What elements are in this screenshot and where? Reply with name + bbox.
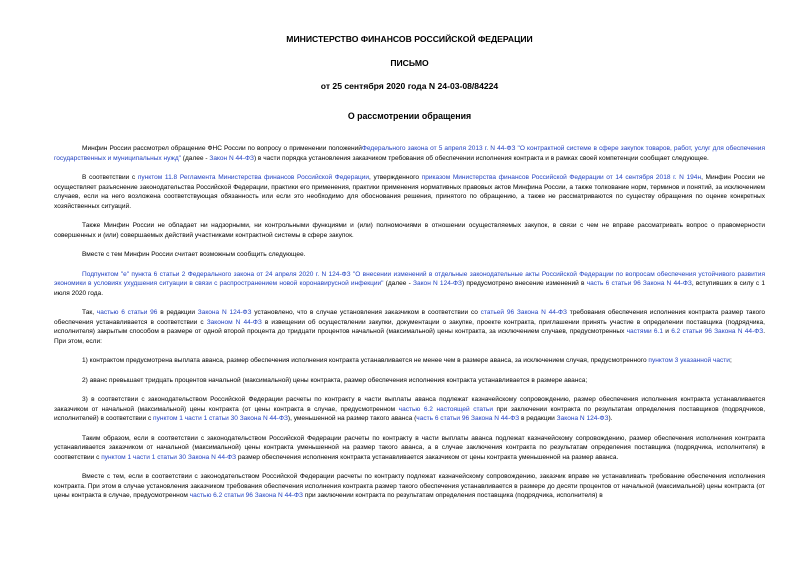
text: , вступивших в силу с 1 июля 2020 года. xyxy=(54,280,765,297)
text: ). xyxy=(608,415,613,423)
paragraph-5 xyxy=(54,270,765,299)
link-law-44[interactable]: Закон N 44-ФЗ xyxy=(209,154,254,162)
link-part-6-article-96[interactable]: часть 6 статьи 96 Закона N 44-ФЗ xyxy=(586,280,692,288)
text: Вместе с тем, если в соответствии с законодательством Российской Федерации расчеты по контракту подлежат казначейскому сопровождению, заказчик вправе не устанавливать требование обеспечения исполнения контракта. При этом в случае установления заказчиком требования обеспечения исполнения контракта размер такого обеспечения устанавливается в размере до десяти процентов от начальной (максимальной) цены контракта (от цены контракта в случае, предусмотренном xyxy=(54,473,765,500)
text: Таким образом, если в соответствии с законодательством Российской Федерации расчеты по контракту в части выплаты аванса подлежат казначейскому сопровождению, размер обеспечения исполнения контракта устанавливается заказчиком от начальной (максимальной) цены контракта уменьшенной на размер такого аванса, а в случае заключения контракта по результатам определения поставщика (подрядчика, исполнителя) в соответствии с xyxy=(54,434,765,461)
link-federal-law-44[interactable]: Федерального закона от 5 апреля 2013 г. N 44-ФЗ "О контрактной системе в сфере закупок товаров, работ, услуг для обеспечения государственных и муниципальных нужд" xyxy=(54,145,765,162)
link-part-6-article-96[interactable]: частью 6 статьи 96 xyxy=(96,309,158,317)
text: . При этом, если: xyxy=(54,328,766,345)
text: , Минфин России не осуществляет разъяснение законодательства Российской Федерации, практики его применения, практики применения нормативных правовых актов Минфина России, а также толкование норм, терминов и понятий, за исключением случаев, если на него возложена соответствующая обязанность или если это необходимо для обоснования решения, принятого по обращению, а также не рассматриваются по существу обращения по оценке конкретных хозяйственных ситуаций. xyxy=(54,173,766,210)
link-part-6-article-96[interactable]: часть 6 статьи 96 Закона N 44-ФЗ xyxy=(416,415,520,423)
paragraph-8: 2) аванс превышает тридцать процентов начальной (максимальной) цены контракта, размер обеспечения исполнения контракта устанавливается в размере аванса; xyxy=(82,376,588,384)
link-part-6-2[interactable]: частью 6.2 настоящей статьи xyxy=(398,405,493,413)
document-subject: О рассмотрении обращения xyxy=(347,111,472,121)
link-part-6-2-article-96[interactable]: частью 6.2 статьи 96 Закона N 44-ФЗ xyxy=(189,492,303,500)
link-law-124[interactable]: Закона N 124-ФЗ xyxy=(197,309,252,317)
ministry-title: МИНИСТЕРСТВО ФИНАНСОВ РОССИЙСКОЙ ФЕДЕРАЦИИ xyxy=(286,34,533,44)
text: в редакции xyxy=(157,309,198,317)
text: 1) контрактом предусмотрена выплата аванса, размер обеспечения исполнения контракта устанавливается не менее чем в размере аванса, за исключением случая, предусмотренного xyxy=(82,357,649,365)
document-date-number: от 25 сентября 2020 года N 24-03-08/84224 xyxy=(320,81,499,91)
text: установлено, что в случае установления заказчиком в соответствии со xyxy=(251,309,481,317)
text: (далее - xyxy=(383,280,414,288)
link-article-96[interactable]: статьей 96 Закона N 44-ФЗ xyxy=(480,309,567,317)
text: ), уменьшенной на размер такого аванса ( xyxy=(287,415,417,423)
paragraph-10 xyxy=(54,434,765,463)
text: ; xyxy=(729,357,732,365)
link-regulation-11-8[interactable]: пунктом 11.8 Регламента Министерства финансов Российской Федерации xyxy=(137,173,370,181)
text: 3) в соответствии с законодательством Российской Федерации расчеты по контракту в части выплаты аванса подлежат казначейскому сопровождению, размер обеспечения исполнения контракта устанавливается заказчиком от начальной (максимальной) цены контракта (от цены контракта в случае, предусмотренном xyxy=(54,396,765,413)
link-law-124[interactable]: Закон N 124-ФЗ xyxy=(413,280,462,288)
link-law-124[interactable]: Закона N 124-ФЗ xyxy=(556,415,609,423)
text: ) в части порядка установления заказчиком требования об обеспечении исполнения контракта и в рамках своей компетенции сообщает следующее. xyxy=(253,154,709,162)
paragraph-6 xyxy=(54,308,765,346)
paragraph-1 xyxy=(54,144,765,163)
text: (далее - xyxy=(180,154,210,162)
text: размер обеспечения исполнения контракта устанавливается заказчиком от цены контракта уменьшенной на размер аванса. xyxy=(236,453,619,461)
link-item-3[interactable]: пунктом 3 указанной части xyxy=(648,357,730,365)
document-type: ПИСЬМО xyxy=(390,58,429,68)
paragraph-3: Также Минфин России не обладает ни надзорными, ни контрольными функциями и (или) полномочиями в отношении осуществляемых закупок, в связи с чем не вправе рассматривать вопрос о правомерности совершенных и (или) совершаемых действий участниками контрактной системы в сфере закупок. xyxy=(54,222,765,239)
text: при заключении контракта по результатам определения поставщика (подрядчика, исполнителя) в xyxy=(302,492,603,500)
link-part-6-1[interactable]: частями 6.1 xyxy=(626,328,663,336)
text: требования обеспечения исполнения контракта размер такого обеспечения устанавливается в соответствии с xyxy=(54,309,765,326)
text: Так, xyxy=(82,309,97,317)
text: , утвержденного xyxy=(369,173,422,181)
paragraph-2 xyxy=(54,173,765,211)
paragraph-7 xyxy=(54,356,765,366)
text: в редакции xyxy=(519,415,557,423)
link-article-30[interactable]: пунктом 1 части 1 статьи 30 Закона N 44-ФЗ xyxy=(101,453,237,461)
link-article-30[interactable]: пунктом 1 части 1 статьи 30 Закона N 44-ФЗ xyxy=(153,415,288,423)
document-body xyxy=(54,144,765,501)
text: при заключении контракта по результатам определения поставщиков (подрядчиков, исполнителей) в соответствии с xyxy=(54,405,766,423)
paragraph-11 xyxy=(54,472,765,501)
text: В соответствии с xyxy=(82,173,138,181)
paragraph-4: Вместе с тем Минфин России считает возможным сообщить следующее. xyxy=(82,251,306,259)
text: ) предусмотрено внесение изменений в xyxy=(461,280,587,288)
text: в извещении об осуществлении закупки, документации о закупке, проекте контракта, приглашении принять участие в определении поставщика (подрядчика, исполнителя) закрытым способом в размере от одной второй процента до тридцати процентов начальной (максимальной) цены контракта, за исключением случаев, предусмотренных xyxy=(54,318,765,336)
text: Минфин России рассмотрел обращение ФНС России по вопросу о применении положений xyxy=(82,145,362,152)
link-order-194n[interactable]: приказом Министерства финансов Российской Федерации от 14 сентября 2018 г. N 194н xyxy=(421,173,702,181)
link-federal-law-124[interactable]: Подпунктом "е" пункта 6 статьи 2 Федерального закона от 24 апреля 2020 г. N 124-ФЗ "О внесении изменений в отдельные законодательные акты Российской Федерации по вопросам обеспечения устойчивого развития экономики в условиях ухудшения ситуации в связи с распространением новой коронавирусной инфекции" xyxy=(54,270,765,288)
link-law-44[interactable]: Законом N 44-ФЗ xyxy=(206,318,262,326)
link-part-6-2[interactable]: 6.2 статьи 96 Закона N 44-ФЗ xyxy=(671,328,764,336)
text: и xyxy=(663,328,672,336)
paragraph-9 xyxy=(54,395,765,424)
